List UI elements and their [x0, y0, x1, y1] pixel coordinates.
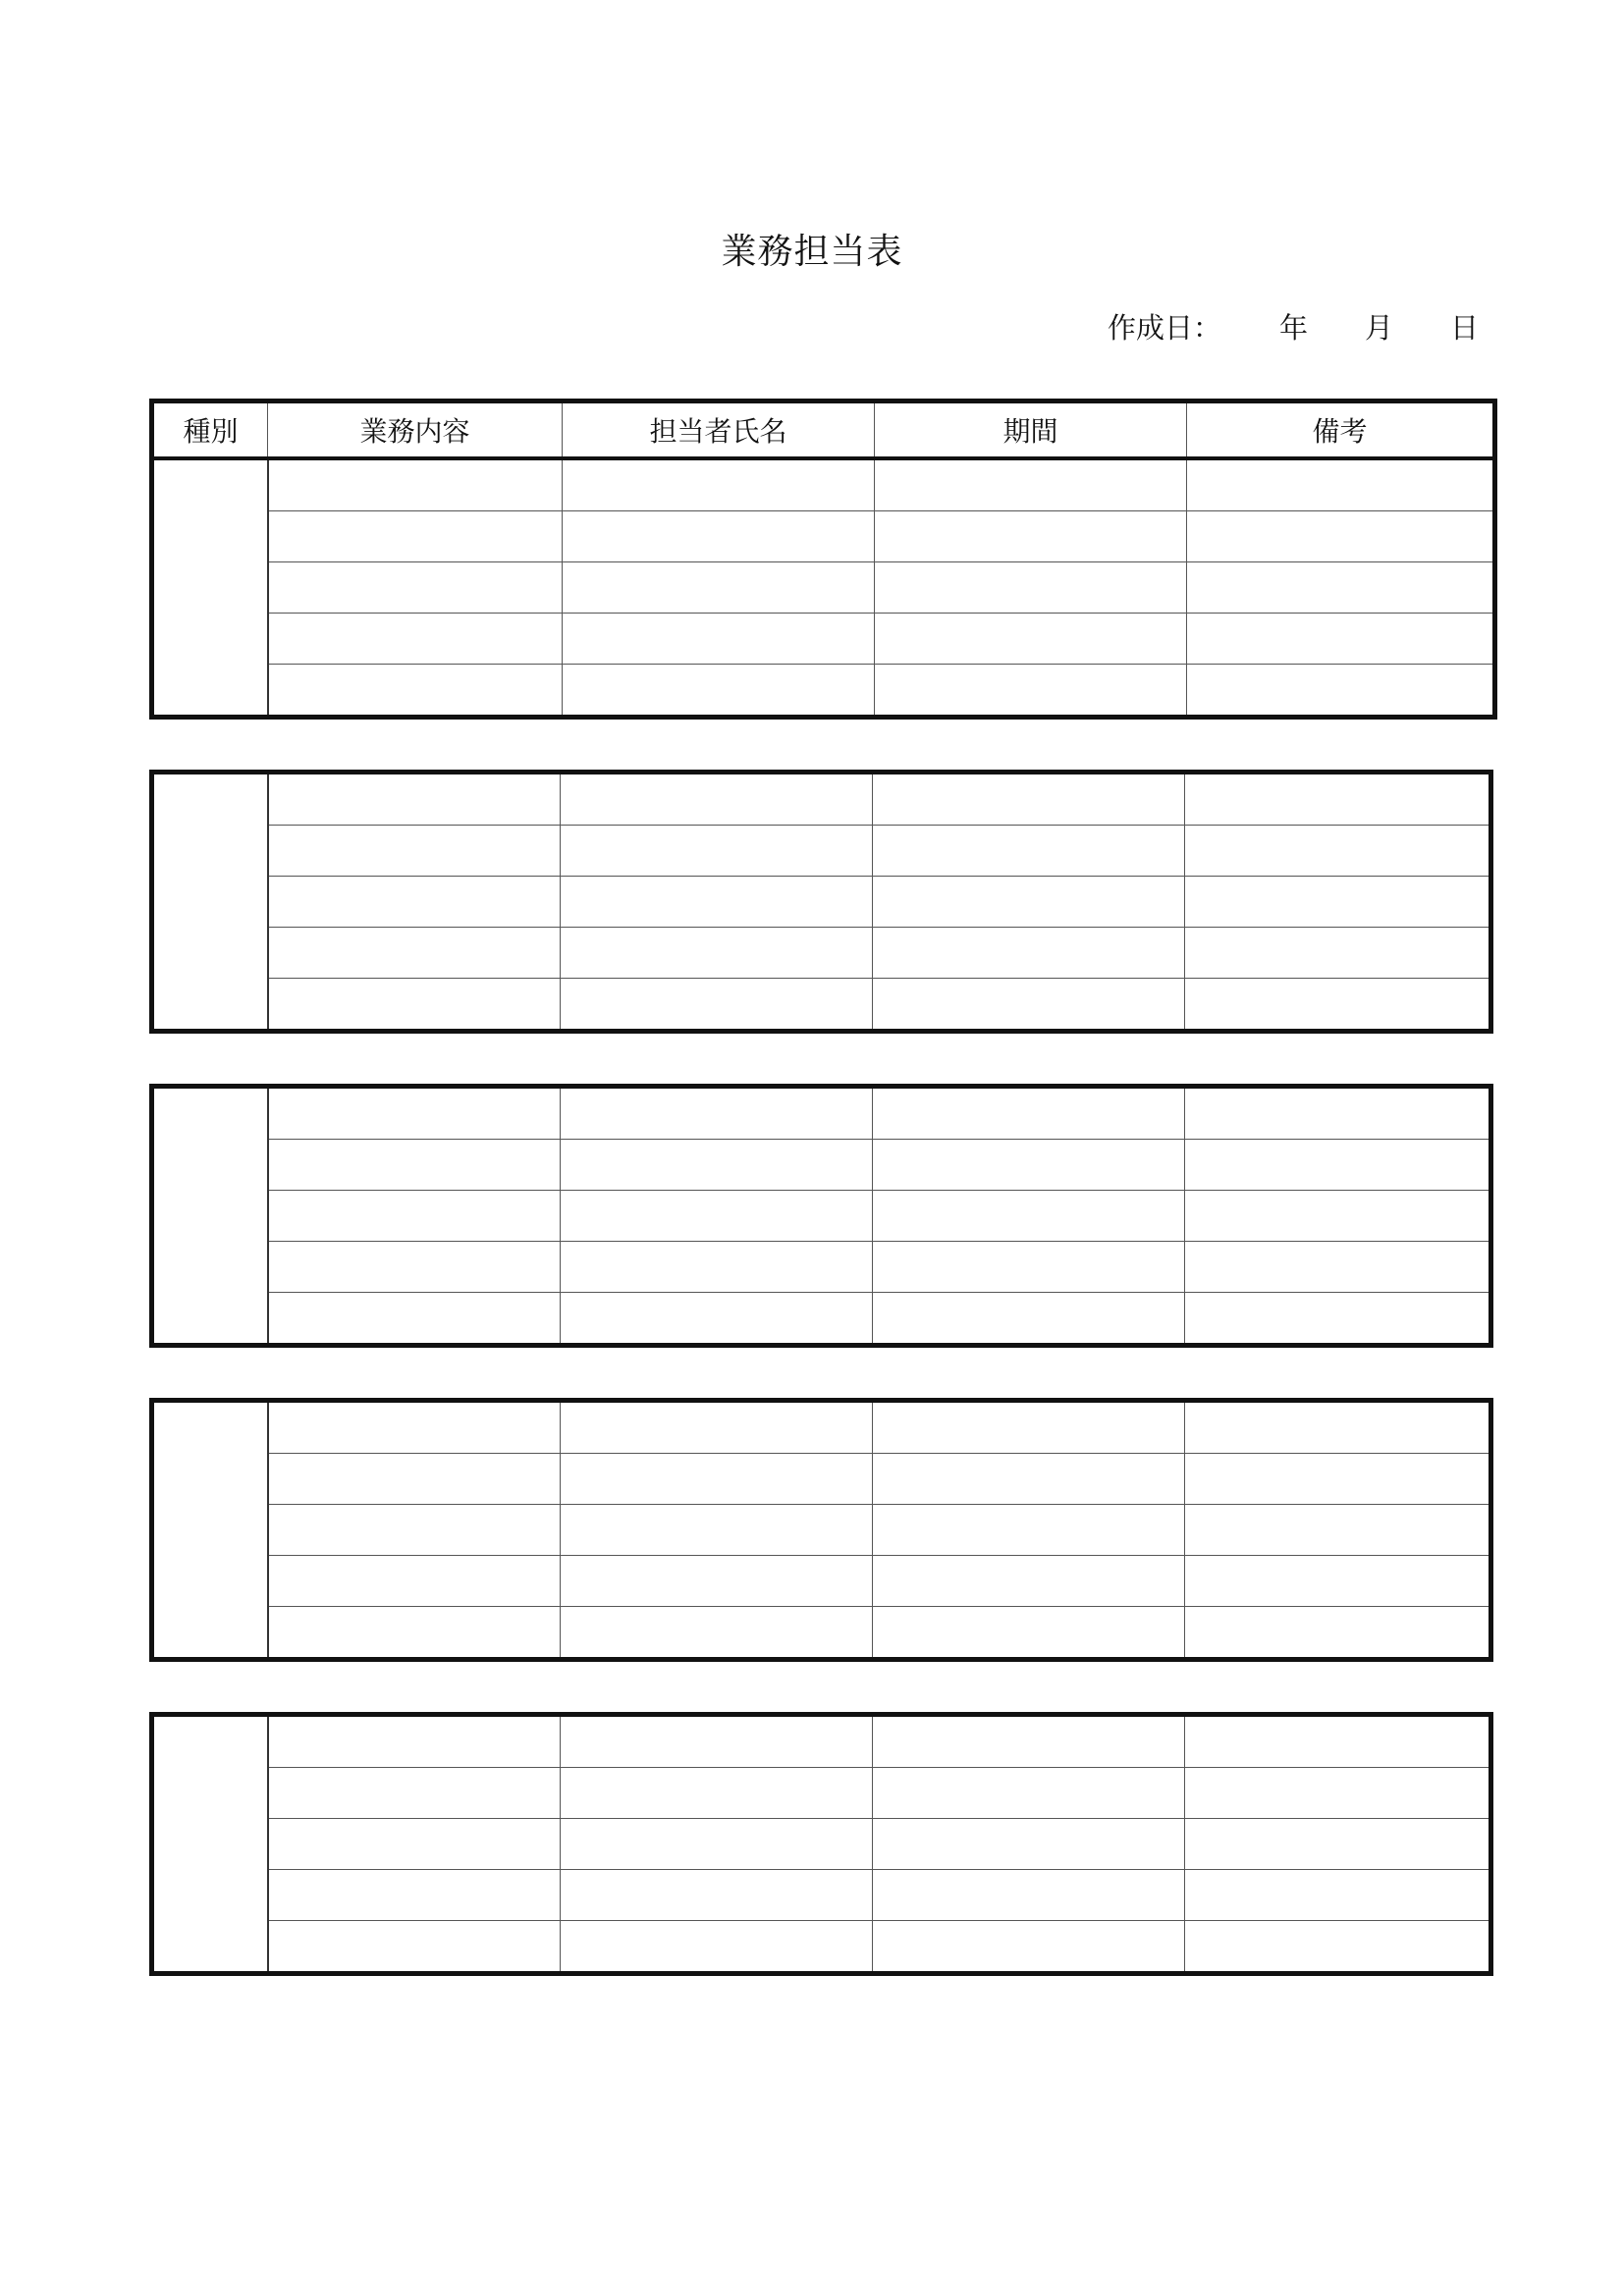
- table-row: [152, 1191, 1491, 1242]
- notes-cell[interactable]: [1185, 979, 1491, 1032]
- period-cell[interactable]: [873, 826, 1185, 877]
- task-content-cell[interactable]: [268, 1556, 561, 1607]
- assignee-name-cell[interactable]: [561, 1819, 873, 1870]
- table-row: [152, 1819, 1491, 1870]
- table-row: [152, 1242, 1491, 1293]
- task-content-header: 業務内容: [268, 401, 563, 459]
- notes-cell[interactable]: [1187, 511, 1495, 562]
- assignee-name-cell[interactable]: [561, 877, 873, 928]
- table-row: [152, 928, 1491, 979]
- task-content-cell[interactable]: [268, 1921, 561, 1974]
- task-content-cell[interactable]: [268, 979, 561, 1032]
- assignee-name-cell[interactable]: [561, 1087, 873, 1140]
- period-cell[interactable]: [873, 877, 1185, 928]
- notes-cell[interactable]: [1185, 1401, 1491, 1454]
- table-header-row: [152, 401, 1495, 459]
- assignee-name-cell[interactable]: [563, 562, 875, 614]
- table-row: [152, 979, 1491, 1032]
- task-content-cell[interactable]: [268, 562, 563, 614]
- assignee-name-cell[interactable]: [561, 1505, 873, 1556]
- notes-cell[interactable]: [1185, 1768, 1491, 1819]
- assignee-name-cell[interactable]: [561, 1401, 873, 1454]
- period-cell[interactable]: [873, 1819, 1185, 1870]
- task-content-cell[interactable]: [268, 1819, 561, 1870]
- period-cell[interactable]: [873, 1870, 1185, 1921]
- period-cell[interactable]: [873, 1191, 1185, 1242]
- document-title: 業務担当表: [721, 232, 903, 272]
- category-cell[interactable]: [152, 1087, 268, 1346]
- notes-cell[interactable]: [1187, 614, 1495, 665]
- table-row: [152, 458, 1495, 511]
- task-content-cell[interactable]: [268, 1870, 561, 1921]
- table-row: [152, 562, 1495, 614]
- notes-cell[interactable]: [1185, 1556, 1491, 1607]
- period-cell[interactable]: [873, 1607, 1185, 1660]
- period-cell[interactable]: [875, 458, 1187, 511]
- category-cell[interactable]: [152, 773, 268, 1032]
- notes-cell[interactable]: [1185, 928, 1491, 979]
- category-cell[interactable]: [152, 458, 268, 718]
- task-content-cell[interactable]: [268, 1293, 561, 1346]
- table-row: [152, 511, 1495, 562]
- task-content-cell[interactable]: [268, 1242, 561, 1293]
- task-content-cell[interactable]: [268, 1454, 561, 1505]
- assignment-table: [149, 1084, 1493, 1348]
- assignee-name-cell[interactable]: [563, 458, 875, 511]
- assignee-name-cell[interactable]: [561, 1242, 873, 1293]
- assignee-name-header: 担当者氏名: [563, 401, 875, 459]
- table-row: [152, 665, 1495, 718]
- period-cell[interactable]: [873, 979, 1185, 1032]
- notes-cell[interactable]: [1187, 562, 1495, 614]
- table-row: [152, 773, 1491, 826]
- period-cell[interactable]: [873, 1921, 1185, 1974]
- table-row: [152, 1556, 1491, 1607]
- task-content-cell[interactable]: [268, 1140, 561, 1191]
- table-row: [152, 1454, 1491, 1505]
- assignment-table: [149, 1398, 1493, 1662]
- notes-cell[interactable]: [1185, 1242, 1491, 1293]
- period-cell[interactable]: [873, 1087, 1185, 1140]
- assignee-name-cell[interactable]: [563, 665, 875, 718]
- task-content-cell[interactable]: [268, 1191, 561, 1242]
- notes-cell[interactable]: [1187, 458, 1495, 511]
- period-cell[interactable]: [875, 511, 1187, 562]
- period-cell[interactable]: [875, 562, 1187, 614]
- notes-cell[interactable]: [1185, 773, 1491, 826]
- task-content-cell[interactable]: [268, 1715, 561, 1768]
- period-cell[interactable]: [875, 665, 1187, 718]
- assignee-name-cell[interactable]: [561, 1715, 873, 1768]
- period-header: 期間: [875, 401, 1187, 459]
- notes-cell[interactable]: [1185, 1819, 1491, 1870]
- assignee-name-cell[interactable]: [563, 614, 875, 665]
- period-cell[interactable]: [873, 1505, 1185, 1556]
- assignee-name-cell[interactable]: [561, 773, 873, 826]
- table-row: [152, 1715, 1491, 1768]
- notes-cell[interactable]: [1185, 877, 1491, 928]
- notes-cell[interactable]: [1185, 1921, 1491, 1974]
- table-row: [152, 1401, 1491, 1454]
- assignee-name-cell[interactable]: [561, 1921, 873, 1974]
- category-header: 種別: [152, 401, 268, 459]
- notes-cell[interactable]: [1185, 1454, 1491, 1505]
- notes-cell[interactable]: [1185, 1607, 1491, 1660]
- table-row: [152, 1870, 1491, 1921]
- notes-cell[interactable]: [1185, 1140, 1491, 1191]
- notes-cell[interactable]: [1185, 1505, 1491, 1556]
- task-content-cell[interactable]: [268, 511, 563, 562]
- task-content-cell[interactable]: [268, 826, 561, 877]
- table-row: [152, 877, 1491, 928]
- notes-cell[interactable]: [1185, 1293, 1491, 1346]
- table-row: [152, 1087, 1491, 1140]
- period-cell[interactable]: [873, 1556, 1185, 1607]
- assignee-name-cell[interactable]: [561, 1191, 873, 1242]
- task-content-cell[interactable]: [268, 665, 563, 718]
- period-cell[interactable]: [873, 1242, 1185, 1293]
- period-cell[interactable]: [873, 1454, 1185, 1505]
- period-cell[interactable]: [873, 773, 1185, 826]
- assignee-name-cell[interactable]: [561, 1607, 873, 1660]
- assignment-table: [149, 399, 1497, 720]
- date-year-label: 年: [1279, 311, 1309, 345]
- task-content-cell[interactable]: [268, 1401, 561, 1454]
- task-content-cell[interactable]: [268, 1505, 561, 1556]
- notes-header: 備考: [1187, 401, 1495, 459]
- task-content-cell[interactable]: [268, 458, 563, 511]
- notes-cell[interactable]: [1185, 1715, 1491, 1768]
- period-cell[interactable]: [873, 928, 1185, 979]
- period-cell[interactable]: [873, 1401, 1185, 1454]
- assignee-name-cell[interactable]: [561, 979, 873, 1032]
- assignee-name-cell[interactable]: [561, 1293, 873, 1346]
- category-cell[interactable]: [152, 1715, 268, 1974]
- assignee-name-cell[interactable]: [561, 928, 873, 979]
- notes-cell[interactable]: [1185, 826, 1491, 877]
- period-cell[interactable]: [873, 1715, 1185, 1768]
- table-row: [152, 1768, 1491, 1819]
- assignee-name-cell[interactable]: [561, 1556, 873, 1607]
- date-label: 作成日：: [1108, 311, 1222, 345]
- assignee-name-cell[interactable]: [561, 826, 873, 877]
- assignee-name-cell[interactable]: [561, 1140, 873, 1191]
- period-cell[interactable]: [875, 614, 1187, 665]
- assignment-table: [149, 1712, 1493, 1976]
- period-cell[interactable]: [873, 1140, 1185, 1191]
- task-content-cell[interactable]: [268, 928, 561, 979]
- period-cell[interactable]: [873, 1293, 1185, 1346]
- category-cell[interactable]: [152, 1401, 268, 1660]
- task-content-cell[interactable]: [268, 1607, 561, 1660]
- assignee-name-cell[interactable]: [561, 1454, 873, 1505]
- period-cell[interactable]: [873, 1768, 1185, 1819]
- notes-cell[interactable]: [1185, 1191, 1491, 1242]
- assignee-name-cell[interactable]: [561, 1870, 873, 1921]
- table-row: [152, 1607, 1491, 1660]
- creation-date: [1108, 306, 1481, 346]
- assignee-name-cell[interactable]: [561, 1768, 873, 1819]
- table-row: [152, 826, 1491, 877]
- date-month-label: 月: [1365, 311, 1394, 345]
- task-content-cell[interactable]: [268, 614, 563, 665]
- task-content-cell[interactable]: [268, 1768, 561, 1819]
- assignee-name-cell[interactable]: [563, 511, 875, 562]
- table-row: [152, 1293, 1491, 1346]
- task-content-cell[interactable]: [268, 877, 561, 928]
- date-day-label: 日: [1450, 311, 1480, 345]
- notes-cell[interactable]: [1187, 665, 1495, 718]
- table-row: [152, 1921, 1491, 1974]
- notes-cell[interactable]: [1185, 1870, 1491, 1921]
- notes-cell[interactable]: [1185, 1087, 1491, 1140]
- table-row: [152, 1505, 1491, 1556]
- table-row: [152, 1140, 1491, 1191]
- task-content-cell[interactable]: [268, 773, 561, 826]
- table-row: [152, 614, 1495, 665]
- assignment-table: [149, 770, 1493, 1034]
- task-content-cell[interactable]: [268, 1087, 561, 1140]
